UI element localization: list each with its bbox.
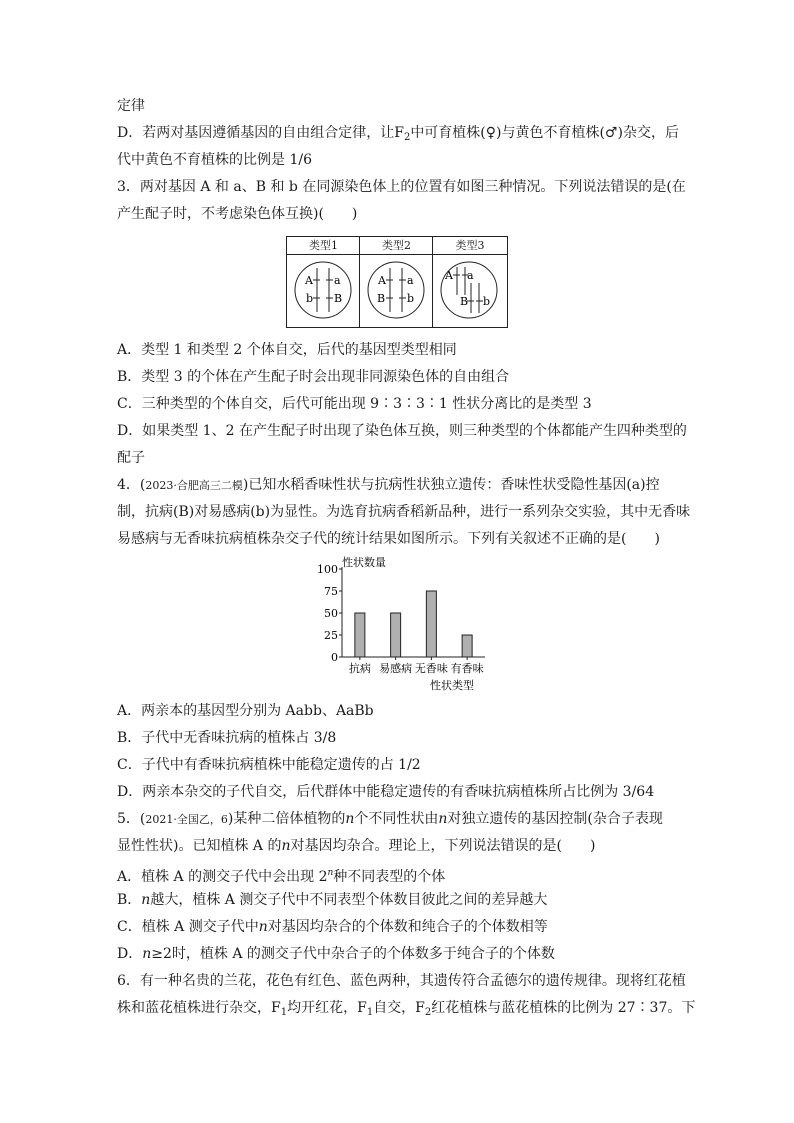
y-axis-label: 性状数量 [342, 556, 386, 569]
gene-label: A [378, 274, 386, 287]
option-c-q5: C．植株 A 测交子代中n对基因均杂合的个体数和纯合子的个体数相等 [117, 919, 548, 935]
option-d-q4: D．两亲本杂交的子代自交，后代群体中能稳定遗传的有香味抗病植株所占比例为 3/64 [117, 784, 655, 800]
question-3: 3．两对基因 A 和 a、B 和 b 在同源染色体上的位置有如图三种情况。下列说法错误的是(在 [117, 179, 686, 195]
header-type3: 类型3 [433, 237, 507, 255]
header-type1: 类型1 [287, 237, 360, 255]
chromosome-type-figure [286, 236, 508, 328]
gene-label: a [407, 274, 414, 287]
option-a-q4: A．两亲本的基因型分别为 Aabb、AaBb [117, 703, 374, 719]
option-b-q5: B．n越大，植株 A 测交子代中不同表型个体数目彼此之间的差异越大 [117, 892, 548, 908]
gene-label: b [483, 295, 491, 308]
option-c-q3: C．三种类型的个体自交，后代可能出现 9∶3∶3∶1 性状分离比的是类型 3 [117, 396, 592, 412]
gene-label: B [460, 295, 469, 308]
option-c-q4: C．子代中有香味抗病植株中能稳定遗传的占 1/2 [117, 757, 421, 773]
option-b-q4: B．子代中无香味抗病的植株占 3/8 [117, 730, 337, 746]
y-tick-label: 25 [324, 629, 338, 642]
text-line: 显性性状)。已知植株 A 的n对基因均杂合。理论上，下列说法错误的是( ) [117, 838, 596, 854]
text-line: 株和蓝花植株进行杂交，$F_1$均开红花，$F_1$自交，$F_2$红花植株与蓝花植株的比例为 27∶37。下 [117, 1000, 696, 1018]
cell-type3 [433, 255, 506, 327]
option-a-q5: A．植株 A 的测交子代中会出现 2$^n$种不同表型的个体 [117, 868, 446, 885]
option-b-q3: B．类型 3 的个体在产生配子时会出现非同源染色体的自由组合 [117, 369, 510, 385]
option-d-q5: D．n≥2时，植株 A 的测交子代中杂合子的个体数多于纯合子的个体数 [117, 946, 555, 962]
y-tick-label: 0 [331, 651, 338, 664]
x-tick-label: 无香味 [414, 662, 448, 675]
bar [391, 613, 401, 657]
question-5: 5．(2021·全国乙，6)某种二倍体植物的n个不同性状由n对独立遗传的基因控制(杂合子表现 [117, 811, 663, 827]
gene-label: a [467, 269, 474, 282]
gene-label: b [306, 292, 314, 305]
text-line: 产生配子时，不考虑染色体互换)( ) [117, 206, 358, 222]
x-tick-label: 抗病 [348, 662, 371, 675]
option-d-q2: D．若两对基因遵循基因的自由组合定律，让$F_2$中可育植株(♀)与黄色不育植株(♂)杂交，后 [117, 125, 679, 143]
y-tick-label: 100 [317, 563, 338, 576]
question-4: 4．(2023·合肥高三二模)已知水稻香味性状与抗病性状独立遗传：香味性状受隐性基因(a)控 [117, 477, 660, 493]
text-line: 配子 [117, 450, 145, 466]
cell-type2 [360, 255, 433, 327]
x-axis-label: 性状类型 [430, 679, 474, 692]
text-line: 制，抗病(B)对易感病(b)为显性。为选育抗病香稻新品种，进行一系列杂交实验，其中无香味 [117, 504, 691, 520]
gene-label: B [377, 292, 386, 305]
header-type2: 类型2 [360, 237, 433, 255]
text-line: 易感病与无香味抗病植株杂交子代的统计结果如图所示。下列有关叙述不正确的是( ) [117, 531, 660, 547]
question-6: 6．有一种名贵的兰花，花色有红色、蓝色两种，其遗传符合孟德尔的遗传规律。现将红花植 [117, 973, 686, 989]
trait-bar-chart [300, 555, 500, 695]
gene-label: b [407, 292, 415, 305]
bar [426, 591, 436, 657]
cell-type1 [287, 255, 360, 327]
gene-label: B [334, 292, 343, 305]
x-tick-label: 有香味 [450, 662, 484, 675]
y-tick-label: 50 [324, 607, 338, 620]
bar [355, 613, 365, 657]
option-d-q3: D．如果类型 1、2 在产生配子时出现了染色体互换，则三种类型的个体都能产生四种类型的 [117, 423, 687, 439]
gene-label: a [334, 274, 341, 287]
gene-label: A [305, 274, 313, 287]
y-tick-label: 75 [324, 585, 338, 598]
option-a-q3: A．类型 1 和类型 2 个体自交，后代的基因型类型相同 [117, 342, 457, 358]
gene-label: A [445, 269, 453, 282]
text-line: 定律 [117, 98, 145, 114]
text-line: 代中黄色不育植株的比例是 1/6 [117, 152, 312, 168]
x-tick-label: 易感病 [379, 662, 413, 675]
bar [462, 635, 472, 657]
